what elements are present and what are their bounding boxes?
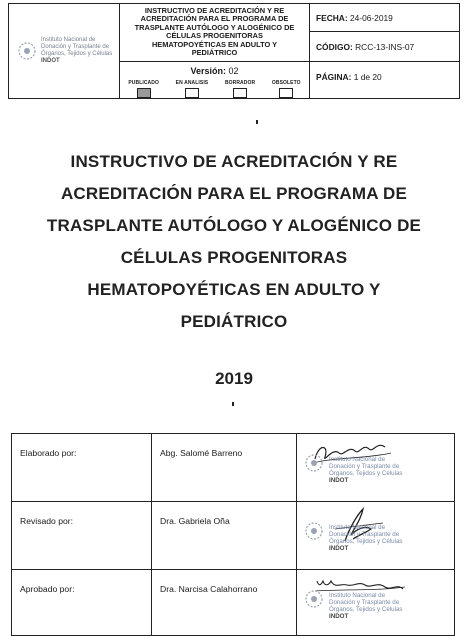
signature-row-revisado bbox=[12, 502, 454, 570]
pagina-label: PÁGINA: bbox=[316, 72, 352, 82]
status-label: BORRADOR bbox=[224, 80, 256, 86]
document-year: 2019 bbox=[215, 369, 253, 388]
status-checkbox-publicado bbox=[137, 88, 151, 98]
version-cell bbox=[120, 62, 310, 98]
status-checkbox-obsoleto bbox=[279, 88, 293, 98]
status-label: PUBLICADO bbox=[128, 80, 159, 86]
pagina-field bbox=[310, 62, 459, 98]
codigo-label: CÓDIGO: bbox=[316, 41, 353, 52]
institution-stamp: Instituto Nacional de Donación y Trasplante de Órganos, Tejidos y Células INDOT bbox=[303, 520, 443, 560]
signature-cell bbox=[297, 570, 454, 635]
status-borrador bbox=[225, 80, 255, 98]
version-value: 02 bbox=[228, 66, 239, 76]
stamp-logo-icon bbox=[303, 520, 325, 542]
role-label: Aprobado por: bbox=[12, 570, 152, 635]
signer-name: Abg. Salomé Barreno bbox=[152, 434, 297, 501]
document-status-row bbox=[120, 80, 309, 98]
document-main-title: INSTRUCTIVO DE ACREDITACIÓN Y RE ACREDITACIÓN PARA EL PROGRAMA DE TRASPLANTE AUTÓLOGO Y ALOGÉNICO DE CÉLULAS PROGENITORAS HEMATOPOYÉTICAS EN ADULTO Y PEDIÁTRICO bbox=[46, 152, 422, 331]
header-meta-top bbox=[310, 4, 459, 62]
indot-logo-icon bbox=[17, 41, 37, 61]
version-field bbox=[120, 66, 309, 76]
pagina-value: 1 de 20 bbox=[353, 72, 382, 82]
codigo-value: RCC-13-INS-07 bbox=[355, 41, 415, 52]
approval-signature-table bbox=[11, 433, 455, 636]
signature-row-elaborado bbox=[12, 434, 454, 502]
signature-cell bbox=[297, 502, 454, 569]
fecha-field bbox=[310, 4, 459, 32]
header-document-title: INSTRUCTIVO DE ACREDITACIÓN Y RE ACREDITACIÓN PARA EL PROGRAMA DE TRASPLANTE AUTÓLOGO Y ALOGÉNICO DE CÉLULAS PROGENITORAS HEMATOPOYÉTICAS EN ADULTO Y PEDIÁTRICO bbox=[120, 4, 310, 62]
document-header-table bbox=[8, 3, 460, 99]
institution-logo-cell bbox=[9, 4, 120, 98]
fecha-value: 24-06-2019 bbox=[349, 12, 393, 23]
stamp-logo-icon bbox=[303, 452, 325, 474]
status-checkbox-borrador bbox=[233, 88, 247, 98]
signer-name: Dra. Gabriela Oña bbox=[152, 502, 297, 569]
status-label: EN ANALISIS bbox=[175, 80, 209, 86]
role-label: Revisado por: bbox=[12, 502, 152, 569]
version-label: Versión: bbox=[190, 66, 226, 76]
scan-mark bbox=[256, 120, 258, 124]
status-en-analisis bbox=[176, 80, 209, 98]
signature-row-aprobado bbox=[12, 570, 454, 635]
institution-stamp: Instituto Nacional de Donación y Trasplante de Órganos, Tejidos y Células INDOT bbox=[303, 452, 443, 492]
fecha-label: FECHA: bbox=[316, 12, 348, 23]
signer-name: Dra. Narcisa Calahorrano bbox=[152, 570, 297, 635]
institution-stamp: Instituto Nacional de Donación y Trasplante de Órganos, Tejidos y Células INDOT bbox=[303, 588, 443, 628]
signature-cell bbox=[297, 434, 454, 501]
status-checkbox-en-analisis bbox=[185, 88, 199, 98]
status-obsoleto bbox=[272, 80, 301, 98]
status-publicado bbox=[128, 80, 159, 98]
status-label: OBSOLETO bbox=[271, 80, 301, 86]
institution-name: Instituto Nacional de Donación y Trasplante de Órganos, Tejidos y Células INDOT bbox=[41, 37, 113, 64]
stamp-logo-icon bbox=[303, 588, 325, 610]
codigo-field bbox=[310, 32, 459, 61]
scan-mark bbox=[232, 402, 234, 406]
role-label: Elaborado por: bbox=[12, 434, 152, 501]
